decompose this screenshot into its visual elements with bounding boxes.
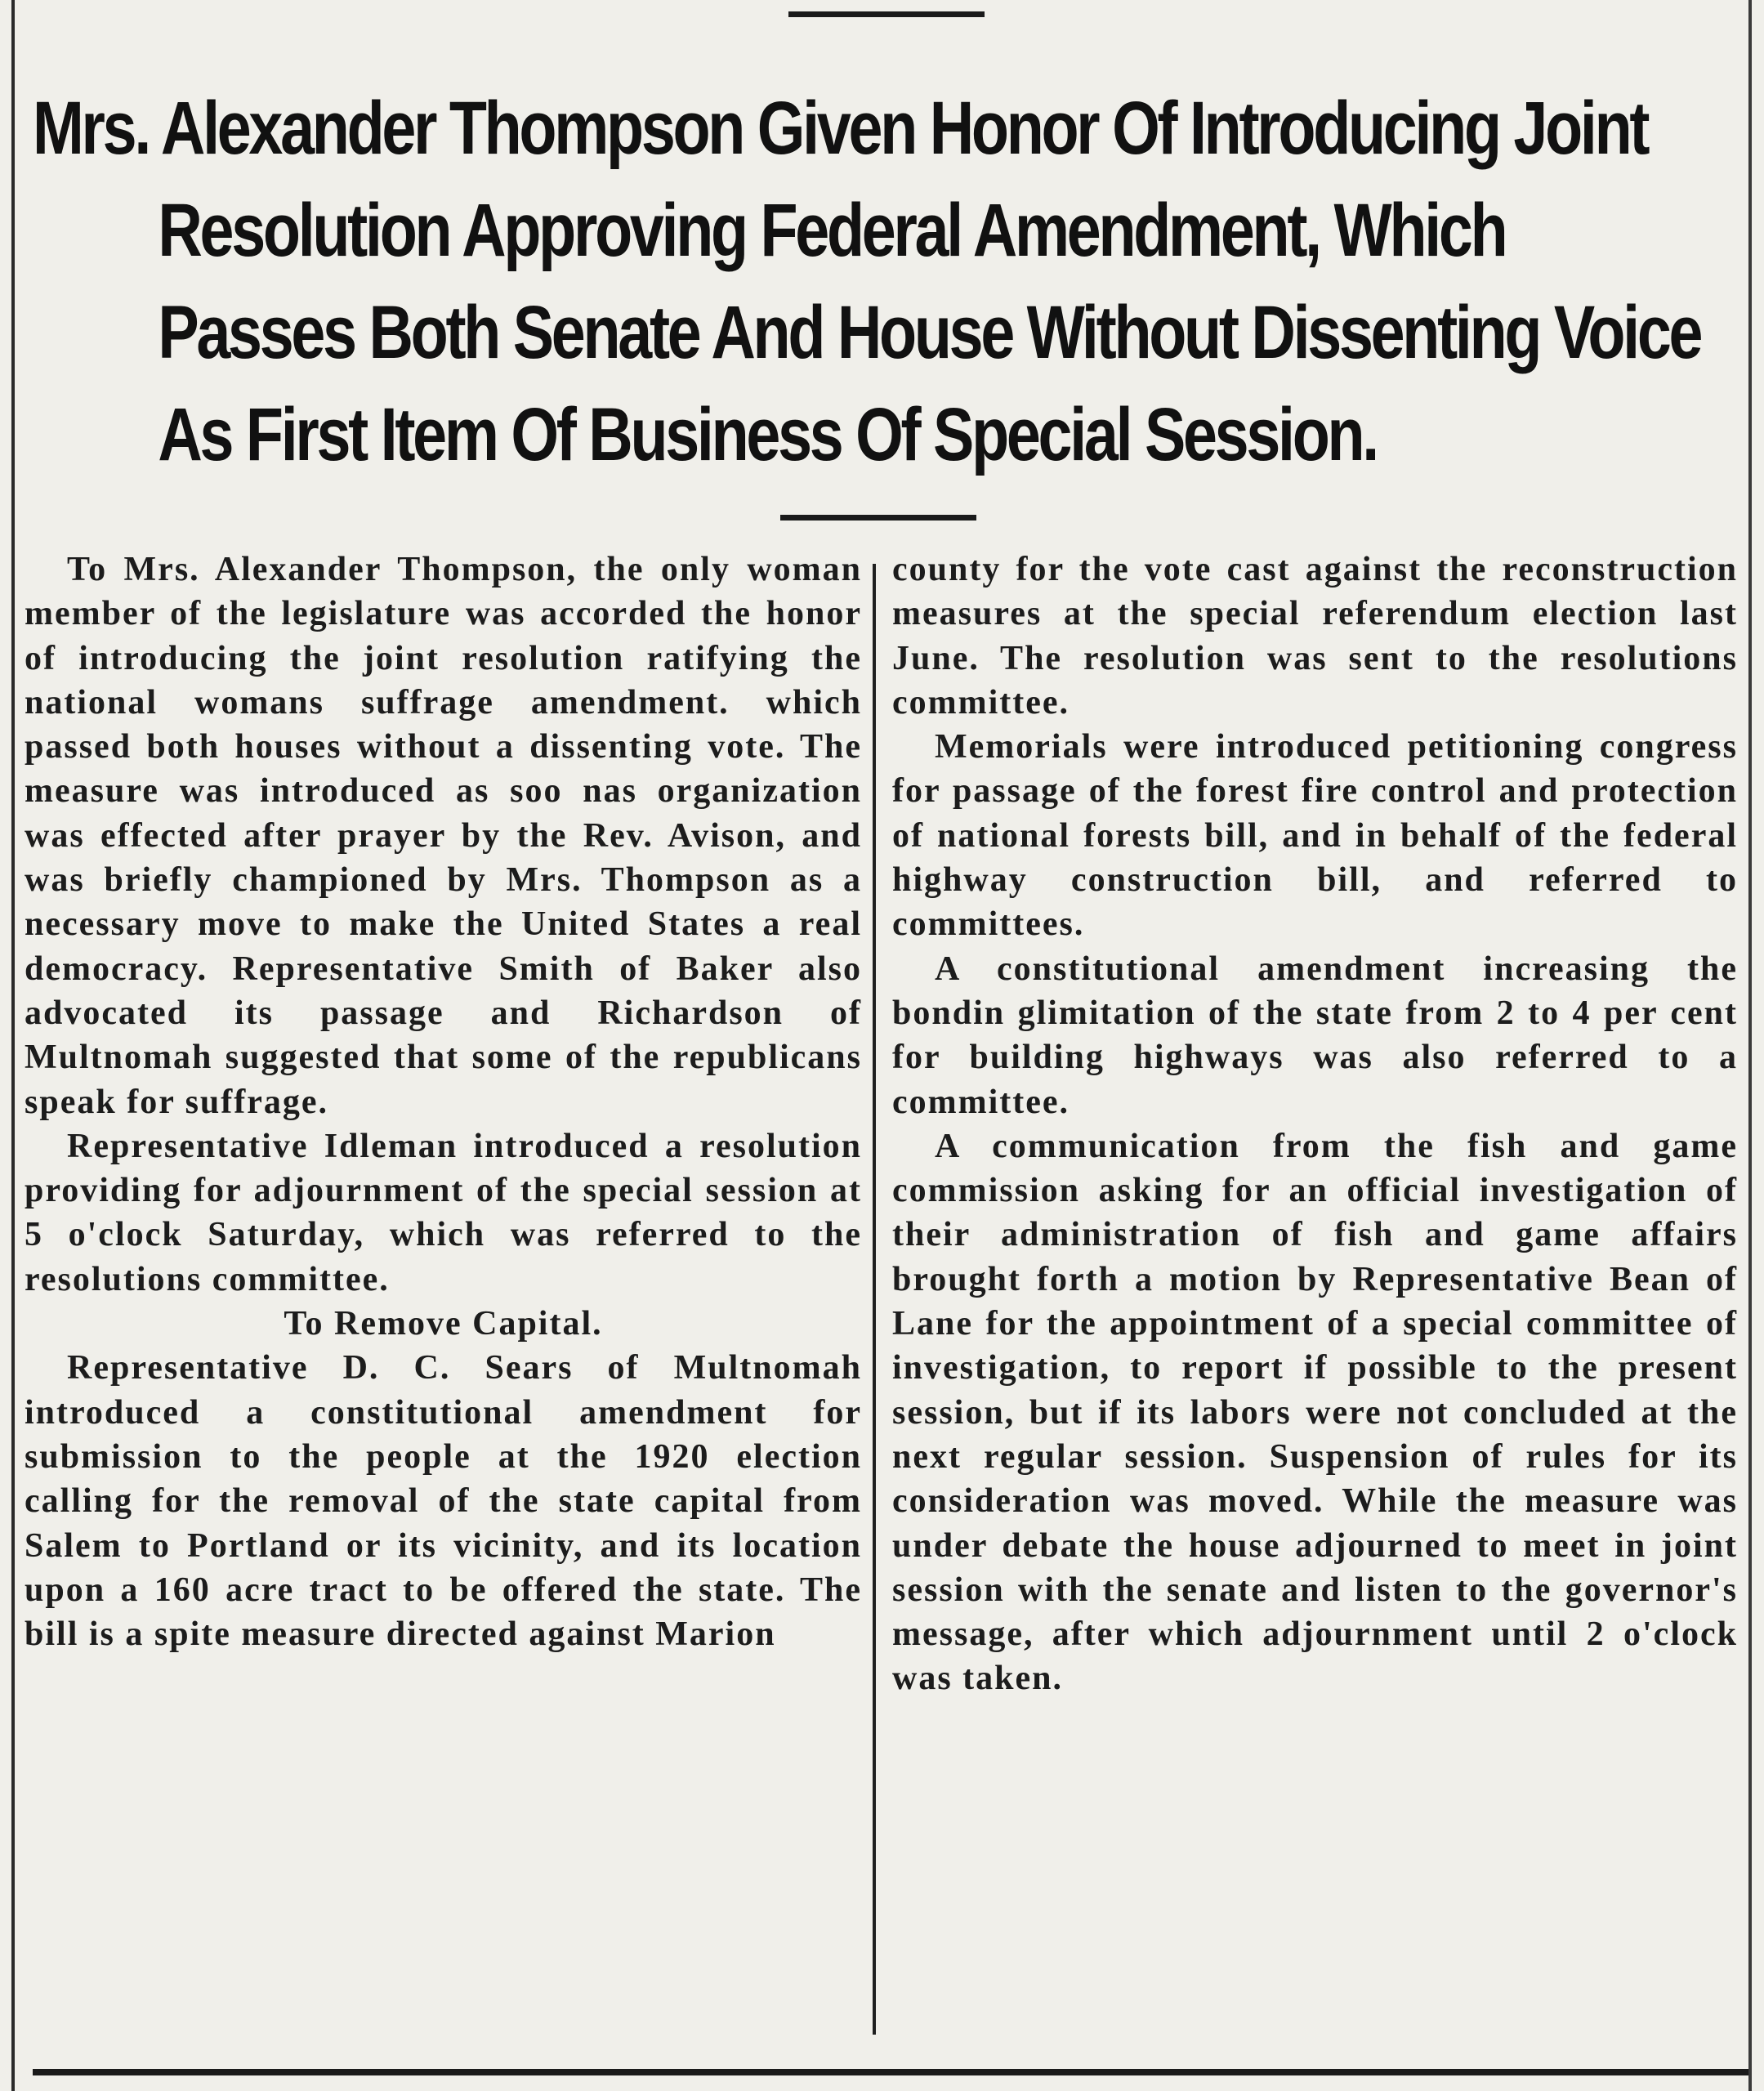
headline-divider-rule [780, 515, 976, 521]
left-border-rule [11, 0, 15, 2091]
headline-line-3: Passes Both Senate And House Without Dissenting Voice [158, 291, 1701, 374]
top-divider-rule [788, 11, 985, 17]
headline-line-2: Resolution Approving Federal Amendment, Which [158, 189, 1506, 272]
right-paragraph-2: Memorials were introduced petitioning congress for passage of the forest fire control and protection of national forests bill, and in behalf of the federal highway construction bill, and referred to committees. [892, 728, 1738, 944]
section-subhead: To Remove Capital. [284, 1305, 603, 1343]
right-border-rule [1748, 0, 1752, 2091]
article-headline [33, 78, 1701, 486]
headline-line-1: Mrs. Alexander Thompson Given Honor Of Introducing Joint [33, 87, 1648, 170]
left-paragraph-3: Representative D. C. Sears of Multnomah introduced a constitutional amendment for submission to the people at the 1920 election calling for the removal of the state capital from Salem to Portland or its vicinity, and its location upon a 160 acre tract to be offered the state. The bill is a spite measure directed against Marion [25, 1349, 862, 1654]
right-paragraph-3: A constitutional amendment increasing the bondin glimitation of the state from 2 to 4 per cent for building highways was also referred to a committee. [892, 949, 1738, 1121]
right-paragraph-4: A communication from the fish and game commission asking for an official investigation of their administration of fish and game affairs brought forth a motion by Representative Bean of Lane for the appointment of a special committee of investigation, to report if possible to the present session, but if its labors were not concluded at the next regular session. Suspension of rules for its consideration was moved. While the measure was under debate the house adjourned to meet in joint session with the senate and listen to the governor's message, after which adjournment until 2 o'clock was taken. [892, 1127, 1738, 1698]
column-divider-rule [873, 564, 876, 2035]
left-column [25, 547, 862, 1656]
headline-line-4: As First Item Of Business Of Special Session. [158, 393, 1377, 476]
right-column [892, 547, 1738, 1701]
left-paragraph-2: Representative Idleman introduced a resolution providing for adjournment of the special session at 5 o'clock Saturday, which was referred to the resolutions committee. [25, 1127, 862, 1298]
bottom-divider-rule [33, 2069, 1748, 2075]
left-paragraph-1: To Mrs. Alexander Thompson, the only woman member of the legislature was accorded the honor of introducing the joint resolution ratifying the national womans suffrage amendment. which passed both houses without a dissenting vote. The measure was introduced as soo nas organization was effected after prayer by the Rev. Avison, and was briefly championed by Mrs. Thompson as a necessary move to make the United States a real democracy. Representative Smith of Baker also advocated its passage and Richardson of Multnomah suggested that some of the republicans speak for suffrage. [25, 551, 862, 1121]
right-paragraph-1: county for the vote cast against the reconstruction measures at the special referendum election last June. The resolution was sent to the resolutions committee. [892, 551, 1738, 722]
